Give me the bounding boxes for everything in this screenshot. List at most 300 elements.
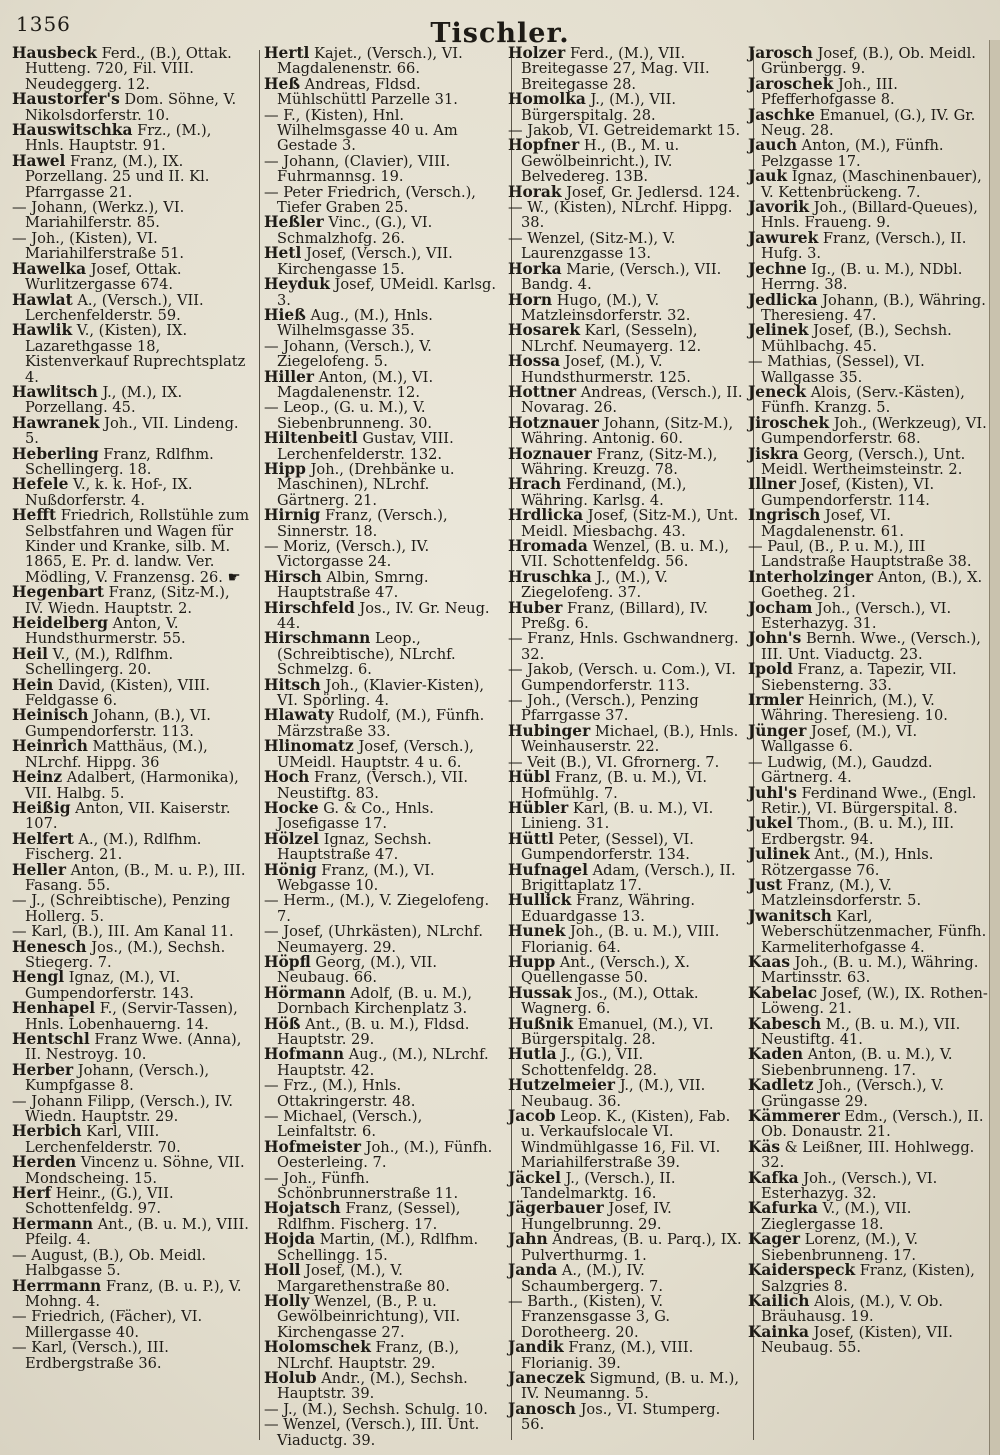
directory-entry (508, 1368, 748, 1403)
directory-entry (748, 631, 988, 662)
directory-entry (264, 185, 504, 216)
directory-entry (748, 755, 988, 786)
entry-surname: Kabesch (748, 1014, 822, 1033)
entry-details: — J., (M.), Sechsh. Schulg. 10. (264, 1400, 488, 1418)
entry-surname: Höpfl (264, 952, 311, 971)
entry-details: Franz, (Versch.), VII. Neustiftg. 83. (277, 769, 469, 802)
entry-details: — Frz., (M.), Hnls. Ottakringerstr. 48. (264, 1077, 416, 1110)
entry-surname: Horak (508, 182, 562, 201)
entry-details: Franz, Währing. Eduardgasse 13. (521, 892, 695, 925)
entry-surname: Heßler (264, 213, 324, 232)
directory-entry (12, 770, 252, 801)
directory-entry (748, 323, 988, 354)
entry-surname: Hawelka (12, 259, 87, 278)
entry-details: J., (M.), VII. Neubaug. 36. (521, 1077, 706, 1110)
entry-details: Josef, (Sitz-M.), Unt. Meidl. Miesbachg. 43. (521, 507, 739, 540)
directory-entry (264, 459, 504, 509)
entry-surname: Juhl's (748, 783, 797, 802)
entry-details: Karl, VIII. Lerchenfelderstr. 70. (25, 1123, 181, 1156)
entry-surname: Hübl (508, 768, 551, 787)
entry-details: — Joh., Fünfh. Schönbrunnerstraße 11. (264, 1169, 459, 1203)
entry-surname: Holl (264, 1261, 301, 1280)
entry-details: Anton, V. Hundsthurmerstr. 55. (25, 615, 186, 648)
entry-details: Franz, (Sitz-M.), IV. Wiedn. Hauptstr. 2. (25, 584, 230, 617)
directory-entry (264, 770, 504, 801)
entry-surname: Kainka (748, 1322, 810, 1341)
entry-details: Ignaz, (Maschinenbauer), V. Kettenbrückeng. 7. (761, 168, 982, 201)
entry-surname: Janeczek (508, 1368, 585, 1387)
directory-entry (748, 783, 988, 817)
entry-details: — Friedrich, (Fächer), VI. Millergasse 40. (12, 1308, 203, 1341)
entry-details: F., (Servir-Tassen), Hnls. Lobenhauerng. 14. (25, 1000, 238, 1033)
entry-details: Rudolf, (M.), Fünfh. Märzstraße 33. (277, 707, 485, 740)
directory-entry (508, 924, 748, 955)
entry-details: — Karl, (B.), III. Am Kanal 11. (12, 923, 234, 941)
entry-details: Andreas, Fldsd. Mühlschüttl Parzelle 31. (277, 75, 458, 109)
directory-entry (12, 1124, 252, 1155)
entry-details: Josef, Ottak. Wurlitzergasse 674. (25, 260, 182, 294)
directory-entry (12, 200, 252, 231)
directory-entry (508, 182, 748, 201)
entry-surname: Hirsch (264, 567, 322, 586)
directory-entry (748, 1109, 988, 1140)
entry-surname: Hölzel (264, 829, 320, 848)
directory-entry (12, 1186, 252, 1217)
entry-details: Andreas, (B. u. Parq.), IX. Pulverthurmg. 1. (521, 1231, 742, 1264)
directory-entry (508, 1168, 748, 1203)
directory-entry (12, 893, 252, 924)
entry-details: Franz, (M.), VI. Webgasse 10. (277, 861, 435, 894)
directory-entry (748, 444, 988, 478)
entry-surname: Käs (748, 1137, 781, 1156)
directory-entry (264, 539, 504, 570)
directory-entry (264, 1402, 504, 1417)
entry-surname: Horn (508, 290, 553, 309)
directory-entry (12, 708, 252, 739)
entry-details: Sigmund, (B. u. M.), IV. Neumanng. 5. (521, 1369, 740, 1403)
entry-details: Heinr., (G.), VII. Schottenfeldg. 97. (25, 1185, 174, 1218)
directory-entry (264, 798, 504, 833)
directory-entry (12, 1340, 252, 1371)
directory-entry (12, 585, 252, 616)
entry-details: — Johann, (Werkz.), VI. Mariahilferstr. 85. (12, 199, 185, 232)
directory-entry (508, 983, 748, 1018)
entry-surname: Hlawaty (264, 706, 334, 725)
directory-entry (508, 829, 748, 864)
entry-surname: Hausbeck (12, 44, 97, 62)
directory-entry (264, 567, 504, 602)
directory-entry (748, 952, 988, 987)
entry-surname: Hieß (264, 305, 306, 324)
entry-surname: Hofmann (264, 1045, 345, 1064)
directory-entry (12, 508, 252, 585)
entry-details: Joh., VII. Lindeng. 5. (25, 414, 239, 448)
page-number: 1356 (16, 12, 71, 36)
directory-entry (508, 1232, 748, 1263)
entry-details: Josef, (B.), Ob. Meidl. Grünbergg. 9. (761, 45, 976, 78)
entry-details: Ignaz, Sechsh. Hauptstraße 47. (277, 830, 432, 864)
directory-entry (748, 721, 988, 756)
entry-details: V., k. k. Hof-, IX. Nußdorferstr. 4. (25, 476, 193, 509)
entry-details: Martin, (M.), Rdlfhm. Schellingg. 15. (277, 1231, 479, 1264)
directory-entry (508, 893, 748, 924)
entry-details: — Jakob, VI. Getreidemarkt 15. (508, 122, 741, 140)
directory-entry (264, 1232, 504, 1263)
directory-entry (508, 1047, 748, 1078)
entry-surname: Kaden (748, 1045, 804, 1064)
entry-details: — Ludwig, (M.), Gaudzd. Gärtnerg. 4. (748, 753, 933, 787)
entry-surname: Kager (748, 1230, 801, 1249)
directory-entry (748, 1322, 988, 1357)
entry-surname: Hiltenbeitl (264, 429, 358, 448)
directory-entry (508, 92, 748, 123)
directory-entry (748, 169, 988, 200)
directory-entry (12, 860, 252, 894)
entry-details: Andreas, (Versch.), II. Novarag. 26. (521, 383, 743, 417)
entry-details: Ig., (B. u. M.), NDbl. Herrng. 38. (761, 260, 963, 294)
entry-surname: Hirnig (264, 506, 321, 525)
entry-details: Ant., (M.), Hnls. Rötzergasse 76. (761, 846, 934, 879)
entry-surname: Illner (748, 475, 796, 494)
directory-entry (12, 477, 252, 508)
entry-surname: Hrdlicka (508, 506, 584, 525)
directory-entry (748, 1291, 988, 1326)
directory-entry (748, 290, 988, 324)
directory-entry (264, 631, 504, 677)
entry-surname: Hawranek (12, 413, 100, 432)
directory-entry (12, 616, 252, 647)
entry-surname: Javorik (748, 198, 810, 217)
entry-details: Jos., VI. Stumperg. 56. (521, 1400, 721, 1434)
entry-surname: Jedlicka (748, 290, 818, 309)
entry-surname: Höß (264, 1014, 301, 1033)
entry-details: Vinc., (G.), VI. Schmalzhofg. 26. (277, 214, 433, 247)
entry-details: Matthäus, (M.), NLrchf. Hippg. 36 (25, 738, 208, 771)
directory-entry (12, 1248, 252, 1279)
directory-entry (12, 290, 252, 324)
entry-surname: Hübler (508, 798, 569, 817)
page-title: Tischler. (430, 18, 570, 49)
column-2 (264, 46, 504, 1448)
directory-entry (748, 477, 988, 508)
entry-details: Joh., (Werkzeug), VI. Gumpendorferstr. 68. (761, 414, 987, 448)
entry-surname: Hermann (12, 1214, 94, 1233)
entry-surname: Ipold (748, 660, 793, 679)
directory-entry (508, 662, 748, 693)
directory-entry (264, 1014, 504, 1048)
entry-surname: Jiskra (748, 444, 799, 463)
directory-entry (264, 1109, 504, 1140)
directory-entry (748, 74, 988, 109)
entry-details: Franz, (B.), NLrchf. Hauptstr. 29. (277, 1339, 460, 1372)
entry-surname: Kafka (748, 1168, 799, 1187)
directory-entry (12, 1001, 252, 1032)
directory-entry (264, 246, 504, 277)
entry-details: Josef, (M.), V. Margarethenstraße 80. (277, 1262, 450, 1295)
directory-entry (264, 431, 504, 462)
entry-surname: Irmler (748, 691, 804, 710)
entry-details: Joh., (Versch.), VI. Esterhazyg. 32. (761, 1169, 938, 1203)
entry-details: Anton, (B.), X. Goetheg. 21. (761, 568, 983, 602)
entry-surname: Hörmann (264, 983, 346, 1002)
directory-entry (748, 138, 988, 169)
entry-surname: Jechne (748, 259, 807, 278)
entry-details: Joh., (Versch.), VI. Esterhazyg. 31. (761, 599, 952, 633)
entry-details: — Herm., (M.), V. Ziegelofeng. 7. (264, 892, 490, 925)
entry-surname: Hottner (508, 382, 577, 401)
directory-entry (264, 1263, 504, 1294)
entry-details: — Wenzel, (Versch.), III. Unt. Viaductg. 39. (264, 1416, 480, 1449)
directory-entry (508, 860, 748, 894)
entry-details: Friedrich, Rollstühle zum Selbstfahren und Wagen für Kinder und Kranke, silb. M. 1865, E. Pr. d. landw. Ver. Mödling, V. Franzensg. 26. ☛ (25, 507, 250, 586)
directory-entry (264, 46, 504, 77)
entry-surname: Hiller (264, 367, 314, 386)
directory-entry (748, 598, 988, 633)
entry-details: Ferd., (B.), Ottak. Hutteng. 720, Fil. VIII. Neudeggerg. 12. (25, 45, 232, 93)
entry-details: Ferdinand, (M.), Währing. Karlsg. 4. (521, 476, 687, 509)
directory-entry (508, 1294, 748, 1340)
directory-entry (264, 215, 504, 246)
entry-surname: Hawlik (12, 321, 73, 340)
directory-entry (264, 154, 504, 185)
directory-entry (264, 108, 504, 154)
entry-surname: Jahn (508, 1230, 548, 1249)
directory-entry (264, 952, 504, 987)
directory-entry (264, 893, 504, 924)
entry-surname: Heberling (12, 444, 99, 463)
entry-details: — Joh., (Versch.), Penzing Pfarrgasse 37. (508, 692, 699, 725)
directory-entry (264, 708, 504, 739)
directory-entry (748, 1201, 988, 1232)
entry-details: Johann, (B.), VI. Gumpendorferstr. 113. (25, 707, 211, 740)
entry-details: Josef, (W.), IX. Rothen-Löweng. 21. (761, 984, 988, 1018)
column-3 (508, 46, 748, 1433)
entry-details: — Barth., (Kisten), V. Franzensgasse 3, G. Dorotheerg. 20. (508, 1292, 671, 1341)
entry-details: Franz, (Versch.), II. Hufg. 3. (761, 229, 967, 263)
directory-entry (12, 739, 252, 770)
entry-surname: Jacob (508, 1107, 556, 1126)
entry-details: Josef, (M.), VI. Wallgasse 6. (761, 722, 918, 756)
entry-details: Marie, (Versch.), VII. Bandg. 4. (521, 260, 722, 294)
directory-entry (508, 259, 748, 294)
directory-entry (12, 1214, 252, 1249)
entry-surname: Hentschl (12, 1030, 90, 1048)
entry-surname: Hawlitsch (12, 382, 98, 401)
directory-entry (264, 1201, 504, 1232)
directory-entry (508, 1201, 748, 1232)
directory-entry (12, 151, 252, 201)
entry-surname: Jäckel (508, 1168, 561, 1187)
entry-surname: Hojatsch (264, 1199, 341, 1218)
entry-surname: Herber (12, 1060, 74, 1079)
entry-details: — Veit (B.), VI. Gfrornerg. 7. (508, 753, 720, 771)
directory-entry (748, 875, 988, 910)
directory-entry (508, 567, 748, 602)
directory-entry (748, 1232, 988, 1263)
entry-details: Franz, (Billard), IV. Preßg. 6. (521, 599, 709, 633)
entry-details: Frz., (M.), Hnls. Hauptstr. 91. (25, 122, 212, 155)
entry-details: M., (B. u. M.), VII. Neustiftg. 41. (761, 1015, 961, 1048)
entry-details: Anton, (B., M. u. P.), III. Fasang. 55. (25, 861, 246, 894)
entry-details: Ferdinand Wwe., (Engl. Retir.), VI. Bürgerspital. 8. (761, 784, 977, 817)
entry-details: Franz, a. Tapezir, VII. Siebensterng. 33. (761, 661, 957, 694)
entry-surname: Heißig (12, 798, 71, 817)
entry-details: — J., (Schreibtische), Penzing Hollerg. 5. (12, 892, 231, 925)
entry-surname: Hocke (264, 798, 319, 817)
entry-details: Johann, (Sitz-M.), Währing. Antonig. 60. (521, 414, 734, 448)
entry-details: Kajet., (Versch.), VI. Magdalenenstr. 66. (277, 45, 463, 78)
directory-entry (508, 413, 748, 448)
entry-details: Adolf, (B. u. M.), Dornbach Kirchenplatz 3. (277, 984, 472, 1018)
entry-surname: Jukel (748, 814, 793, 833)
entry-surname: Hufnagel (508, 860, 588, 879)
directory-entry (12, 1155, 252, 1186)
entry-details: Johann, (B.), Währing. Theresieng. 47. (761, 291, 986, 324)
directory-entry (12, 1094, 252, 1125)
entry-surname: Jauk (748, 167, 788, 186)
entry-details: Franz, (B. u. P.), V. Mohng. 4. (25, 1277, 242, 1310)
entry-surname: John's (748, 629, 802, 648)
entry-details: Franz, Rdlfhm. Schellingerg. 18. (25, 445, 214, 478)
directory-entry (12, 675, 252, 710)
entry-details: — Josef, (Uhrkästen), NLrchf. Neumayerg. 29. (264, 923, 483, 956)
entry-surname: Jiroschek (748, 413, 830, 432)
entry-surname: Hegenbart (12, 583, 105, 602)
directory-entry (12, 413, 252, 448)
directory-entry (748, 1047, 988, 1078)
entry-surname: Hoch (264, 768, 310, 787)
entry-details: Franz, (B. u. M.), VI. Hofmühlg. 7. (521, 769, 708, 802)
directory-entry (748, 200, 988, 231)
entry-details: J., (M.), V. Ziegelofeng. 37. (521, 568, 668, 602)
directory-entry (508, 1014, 748, 1048)
entry-details: Ignaz, (M.), VI. Gumpendorferstr. 143. (25, 969, 194, 1002)
entry-surname: Hußnik (508, 1014, 574, 1033)
directory-entry (508, 1263, 748, 1294)
entry-surname: Horka (508, 259, 562, 278)
directory-entry (748, 816, 988, 847)
directory-entry (748, 228, 988, 263)
directory-columns (12, 44, 988, 1449)
entry-details: Karl, Weberschützenmacher, Fünfh. Karmeliterhofgasse 4. (761, 907, 987, 956)
directory-entry (508, 693, 748, 724)
entry-surname: Herrmann (12, 1276, 102, 1295)
entry-surname: Helfert (12, 829, 74, 848)
directory-entry (264, 367, 504, 401)
entry-details: — W., (Kisten), NLrchf. Hippg. 38. (508, 199, 733, 232)
entry-details: Franz, (M.), IX. Porzellang. 25 und II. Kl. Pfarrgasse 21. (25, 152, 210, 201)
entry-details: — Joh., (Kisten), VI. Mariahilferstraße 51. (12, 229, 184, 263)
entry-details: Franz, (M.), V. Matzleinsdorferstr. 5. (761, 876, 922, 910)
directory-entry (264, 1340, 504, 1371)
adjacent-page-edge (989, 40, 1000, 1455)
directory-entry (12, 323, 252, 385)
entry-details: Joh., (M.), Fünfh. Oesterleing. 7. (277, 1138, 493, 1172)
entry-details: — Michael, (Versch.), Leinfaltstr. 6. (264, 1108, 423, 1141)
directory-entry (264, 339, 504, 370)
entry-surname: Henhapel (12, 999, 96, 1018)
directory-entry (264, 1137, 504, 1172)
entry-details: Anton, (M.), VI. Magdalenenstr. 12. (277, 368, 434, 401)
directory-entry (508, 46, 748, 92)
column-divider (259, 50, 260, 1440)
directory-entry (748, 1014, 988, 1048)
directory-entry (264, 829, 504, 864)
entry-surname: Hertl (264, 44, 310, 62)
entry-details: Joh., (Versch.), V. Grüngasse 29. (761, 1077, 945, 1110)
entry-surname: Herden (12, 1153, 77, 1172)
entry-surname: Just (748, 875, 783, 894)
entry-details: Franz Wwe. (Anna), II. Nestroyg. 10. (25, 1031, 242, 1064)
directory-entry (748, 105, 988, 140)
entry-details: Anton, (B. u. M.), V. Siebenbrunneng. 17. (761, 1046, 953, 1079)
entry-details: Jos., (M.), Sechsh. Stiegerg. 7. (25, 938, 226, 971)
directory-entry (508, 354, 748, 385)
entry-surname: Julinek (748, 845, 810, 864)
entry-details: Franz, (M.), VIII. Florianig. 39. (521, 1339, 694, 1372)
entry-details: Adalbert, (Harmonika), VII. Halbg. 5. (25, 769, 239, 802)
entry-details: Edm., (Versch.), II. Ob. Donaustr. 21. (761, 1108, 984, 1141)
entry-surname: Hirschfeld (264, 598, 355, 617)
directory-entry (264, 305, 504, 340)
directory-entry (264, 1368, 504, 1403)
entry-surname: Hoznauer (508, 444, 592, 463)
directory-entry (748, 539, 988, 570)
entry-surname: Hönig (264, 860, 317, 879)
directory-entry (264, 277, 504, 308)
entry-details: J., (Versch.), II. Tandelmarktg. 16. (521, 1169, 676, 1203)
entry-details: V., (M.), Rdlfhm. Schellingerg. 20. (25, 645, 174, 679)
directory-entry (264, 1417, 504, 1448)
entry-surname: Kämmerer (748, 1107, 840, 1126)
entry-details: Andr., (M.), Sechsh. Hauptstr. 39. (277, 1369, 468, 1403)
entry-surname: Hawel (12, 151, 66, 170)
directory-entry (12, 231, 252, 262)
entry-surname: Kadletz (748, 1076, 814, 1095)
entry-surname: Huber (508, 598, 563, 617)
entry-surname: Hromada (508, 537, 588, 555)
entry-details: Josef, Gr. Jedlersd. 124. (566, 183, 741, 201)
entry-surname: Hlinomatz (264, 737, 354, 756)
directory-entry (12, 1309, 252, 1340)
directory-entry (508, 477, 748, 508)
entry-details: Franz, (Sessel), Rdlfhm. Fischerg. 17. (277, 1200, 461, 1233)
entry-surname: Hunek (508, 922, 566, 941)
directory-entry (508, 508, 748, 539)
directory-entry (12, 1032, 252, 1063)
entry-surname: Hirschmann (264, 629, 371, 648)
entry-details: — Peter Friedrich, (Versch.), Tiefer Graben 25. (264, 183, 476, 217)
directory-entry (264, 739, 504, 770)
directory-entry (748, 693, 988, 724)
entry-surname: Herbich (12, 1122, 82, 1141)
entry-details: Josef, (B.), Sechsh. Mühlbachg. 45. (761, 322, 952, 355)
entry-details: Franz, (Kisten), Salzgries 8. (761, 1262, 975, 1295)
entry-surname: Jawurek (748, 228, 819, 247)
entry-details: Dom. Söhne, V. Nikolsdorferstr. 10. (25, 91, 237, 124)
entry-surname: Heyduk (264, 275, 330, 294)
column-4 (748, 46, 988, 1356)
directory-entry (12, 259, 252, 294)
entry-details: Josef, (M.), V. Hundsthurmerstr. 125. (521, 353, 691, 386)
directory-entry (508, 382, 748, 417)
directory-entry (264, 1291, 504, 1341)
directory-entry (264, 598, 504, 633)
directory-entry (748, 662, 988, 693)
directory-entry (12, 1060, 252, 1095)
entry-details: Emanuel, (M.), VI. Bürgerspitalg. 28. (521, 1015, 714, 1048)
directory-entry (748, 1078, 988, 1109)
